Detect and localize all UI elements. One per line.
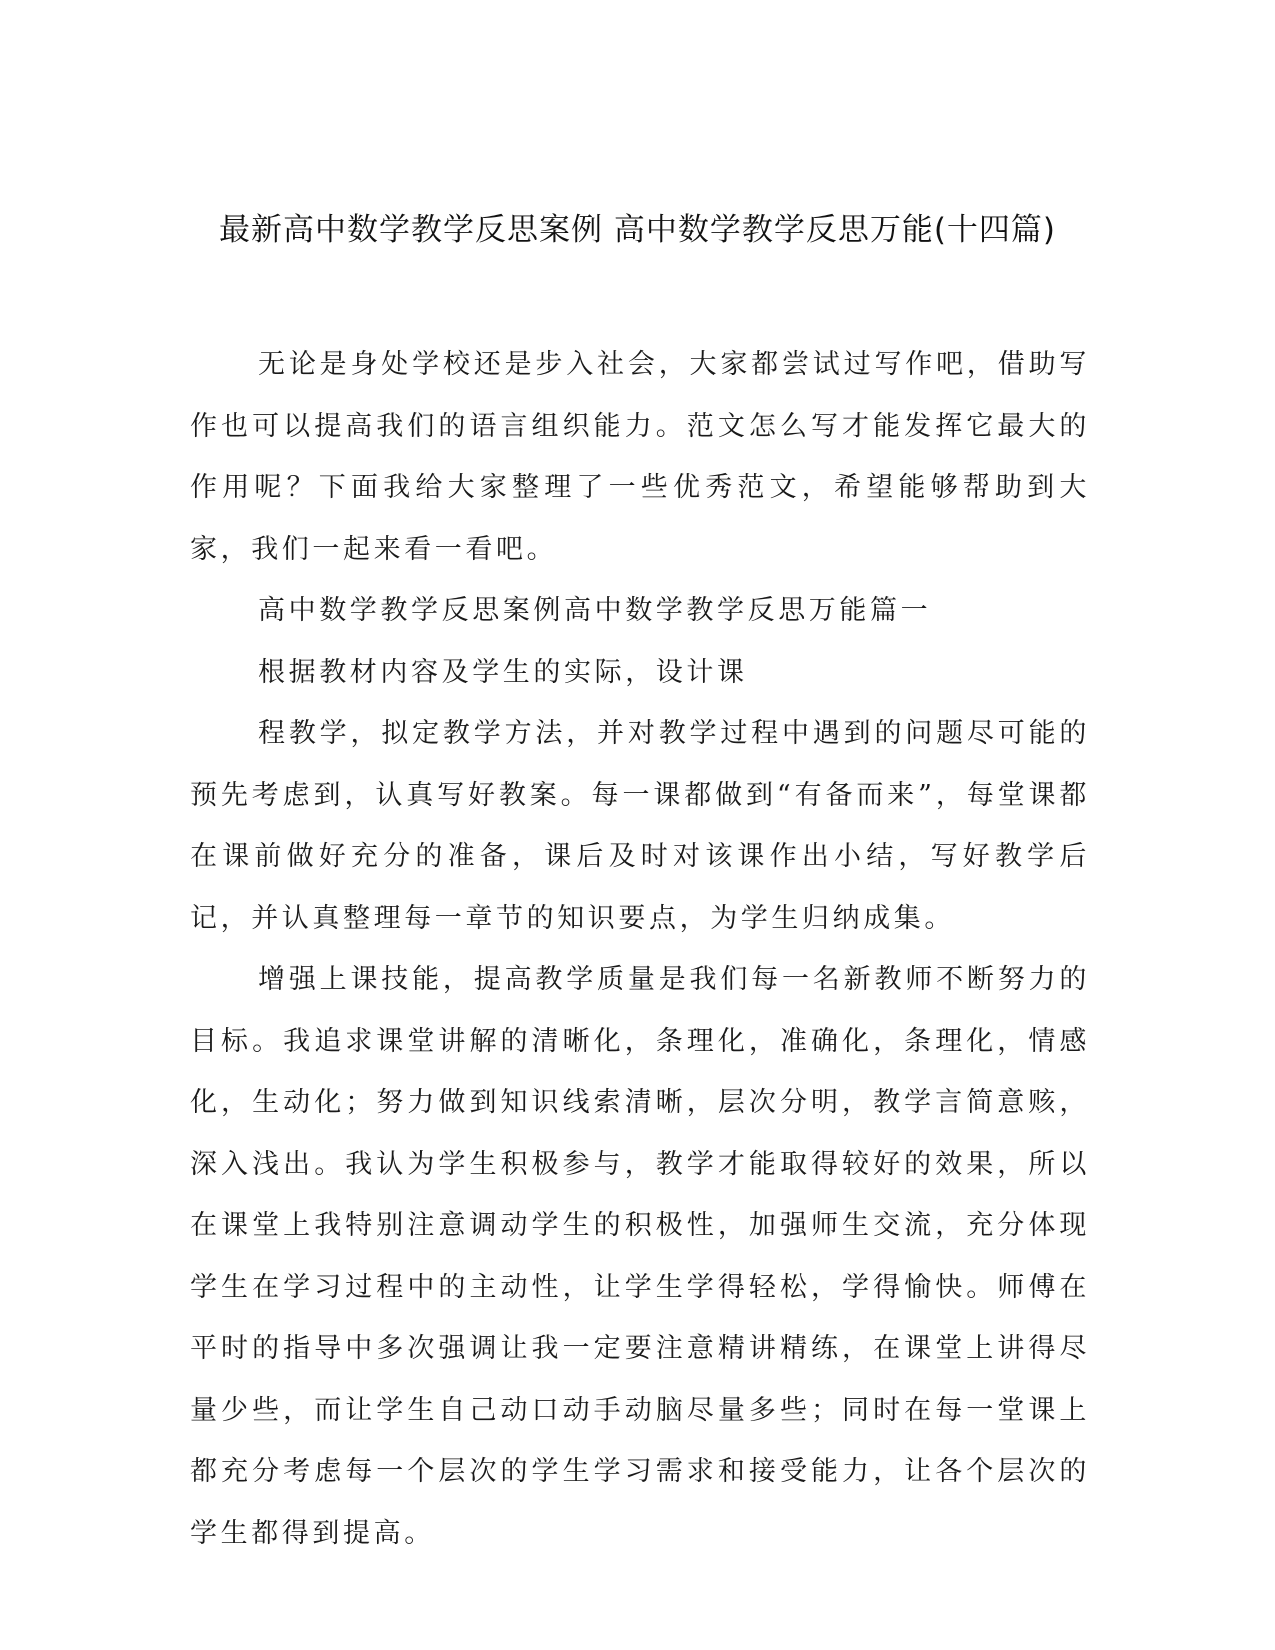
paragraph-design: 根据教材内容及学生的实际，设计课 [258, 656, 748, 688]
paragraph-preparation: 程教学，拟定教学方法，并对教学过程中遇到的问题尽可能的预先考虑到，认真写好教案。每一课都做到“有备而来”，每堂课都在课前做好充分的准备，课后及时对该课作出小结，写好教学后记，并认真整理每一章节的知识要点，为学生归纳成集。 [190, 718, 1090, 934]
paragraph-intro: 无论是身处学校还是步入社会，大家都尝试过写作吧，借助写作也可以提高我们的语言组织能力。范文怎么写才能发挥它最大的作用呢？下面我给大家整理了一些优秀范文，希望能够帮助到大家，我们一起来看一看吧。 [190, 349, 1090, 565]
document-body [190, 334, 1090, 1564]
document-title: 最新高中数学教学反思案例 高中数学教学反思万能(十四篇) [218, 212, 1057, 248]
section-heading: 高中数学教学反思案例高中数学教学反思万能篇一 [258, 595, 932, 626]
paragraph-teaching-skills: 增强上课技能，提高教学质量是我们每一名新教师不断努力的目标。我追求课堂讲解的清晰化，条理化，准确化，条理化，情感化，生动化；努力做到知识线索清晰，层次分明，教学言简意赅，深入浅出。我认为学生积极参与，教学才能取得较好的效果，所以在课堂上我特别注意调动学生的积极性，加强师生交流，充分体现学生在学习过程中的主动性，让学生学得轻松，学得愉快。师傅在平时的指导中多次强调让我一定要注意精讲精练，在课堂上讲得尽量少些，而让学生自己动口动手动脑尽量多些；同时在每一堂课上都充分考虑每一个层次的学生学习需求和接受能力，让各个层次的学生都得到提高。 [190, 964, 1090, 1549]
